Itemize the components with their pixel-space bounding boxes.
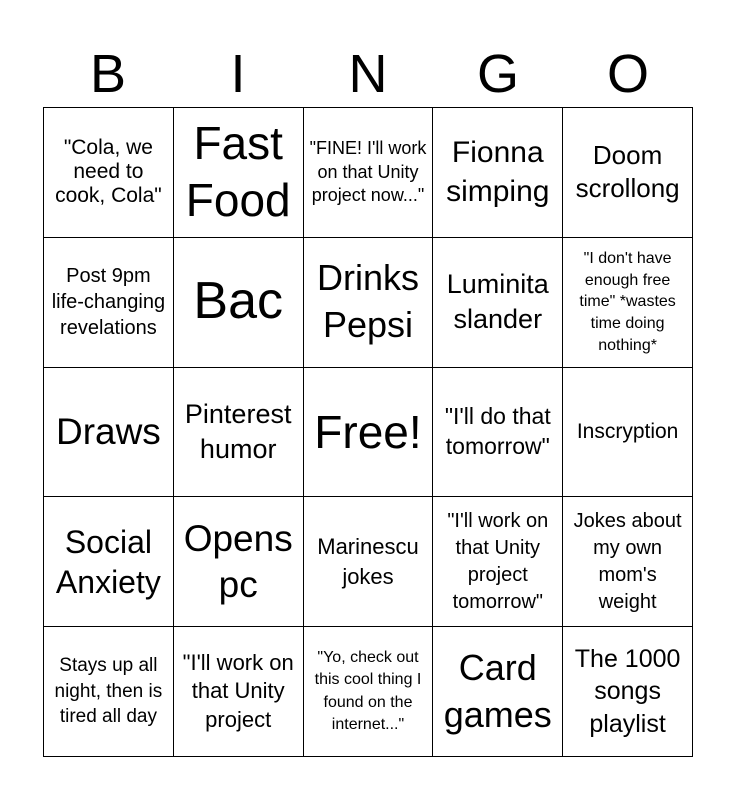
bingo-cell[interactable] xyxy=(174,627,304,757)
bingo-cell[interactable] xyxy=(44,497,174,627)
bingo-cell[interactable] xyxy=(433,627,563,757)
bingo-cell[interactable] xyxy=(304,238,434,368)
cell-text: Drinks Pepsi xyxy=(316,257,419,346)
bingo-cell[interactable] xyxy=(433,497,563,627)
cell-text: Marinescu jokes xyxy=(317,534,419,589)
bingo-cell[interactable] xyxy=(174,238,304,368)
cell-text: Pinterest humor xyxy=(184,398,292,464)
cell-text: Fionna simping xyxy=(446,136,550,209)
cell-text: "FINE! I'll work on that Unity project now..." xyxy=(309,138,427,206)
cell-text: "I don't have enough free time" *wastes time doing nothing* xyxy=(579,250,676,354)
bingo-cell[interactable] xyxy=(563,497,693,627)
bingo-cell[interactable] xyxy=(433,238,563,368)
cell-text: Opens pc xyxy=(183,517,293,605)
bingo-cell[interactable] xyxy=(304,368,434,498)
cell-text: Jokes about my own mom's weight xyxy=(573,509,682,613)
cell-text: Luminita slander xyxy=(446,269,549,335)
bingo-cell[interactable] xyxy=(433,368,563,498)
bingo-cell[interactable] xyxy=(563,627,693,757)
bingo-cell[interactable] xyxy=(174,368,304,498)
cell-text: "Cola, we need to cook, Cola" xyxy=(55,136,162,208)
cell-text: Bac xyxy=(193,272,283,331)
bingo-cell[interactable] xyxy=(304,497,434,627)
bingo-board xyxy=(43,107,693,757)
header-letter-n: N xyxy=(348,44,388,104)
bingo-cell[interactable] xyxy=(174,497,304,627)
free-space-text: Free! xyxy=(314,405,422,458)
cell-text: The 1000 songs playlist xyxy=(574,644,681,738)
header-letter-g: G xyxy=(476,44,519,104)
header-letter-o: O xyxy=(606,44,649,104)
cell-text: Card games xyxy=(443,646,552,735)
cell-text: Social Anxiety xyxy=(55,523,161,600)
bingo-cell[interactable] xyxy=(433,108,563,238)
bingo-cell[interactable] xyxy=(44,108,174,238)
header-letter-i: I xyxy=(230,44,246,104)
bingo-cell[interactable] xyxy=(563,368,693,498)
cell-text: "I'll work on that Unity project xyxy=(182,649,294,732)
header-letter-b: B xyxy=(89,44,127,104)
bingo-cell[interactable] xyxy=(44,627,174,757)
bingo-cell[interactable] xyxy=(44,238,174,368)
cell-text: Inscryption xyxy=(576,419,679,443)
cell-text: "I'll work on that Unity project tomorrow" xyxy=(447,509,549,613)
bingo-cell[interactable] xyxy=(304,627,434,757)
bingo-header xyxy=(43,40,693,108)
cell-text: Post 9pm life-changing revelations xyxy=(51,265,166,340)
bingo-cell[interactable] xyxy=(174,108,304,238)
cell-text: Doom scrollong xyxy=(575,139,680,204)
bingo-cell[interactable] xyxy=(44,368,174,498)
cell-text: Stays up all night, then is tired all day xyxy=(54,655,163,728)
bingo-cell[interactable] xyxy=(563,108,693,238)
cell-text: Draws xyxy=(55,410,161,452)
cell-text: Fast Food xyxy=(185,116,291,227)
cell-text: "Yo, check out this cool thing I found on the internet..." xyxy=(314,648,422,733)
bingo-cell[interactable] xyxy=(563,238,693,368)
bingo-cell[interactable] xyxy=(304,108,434,238)
cell-text: "I'll do that tomorrow" xyxy=(444,403,551,459)
